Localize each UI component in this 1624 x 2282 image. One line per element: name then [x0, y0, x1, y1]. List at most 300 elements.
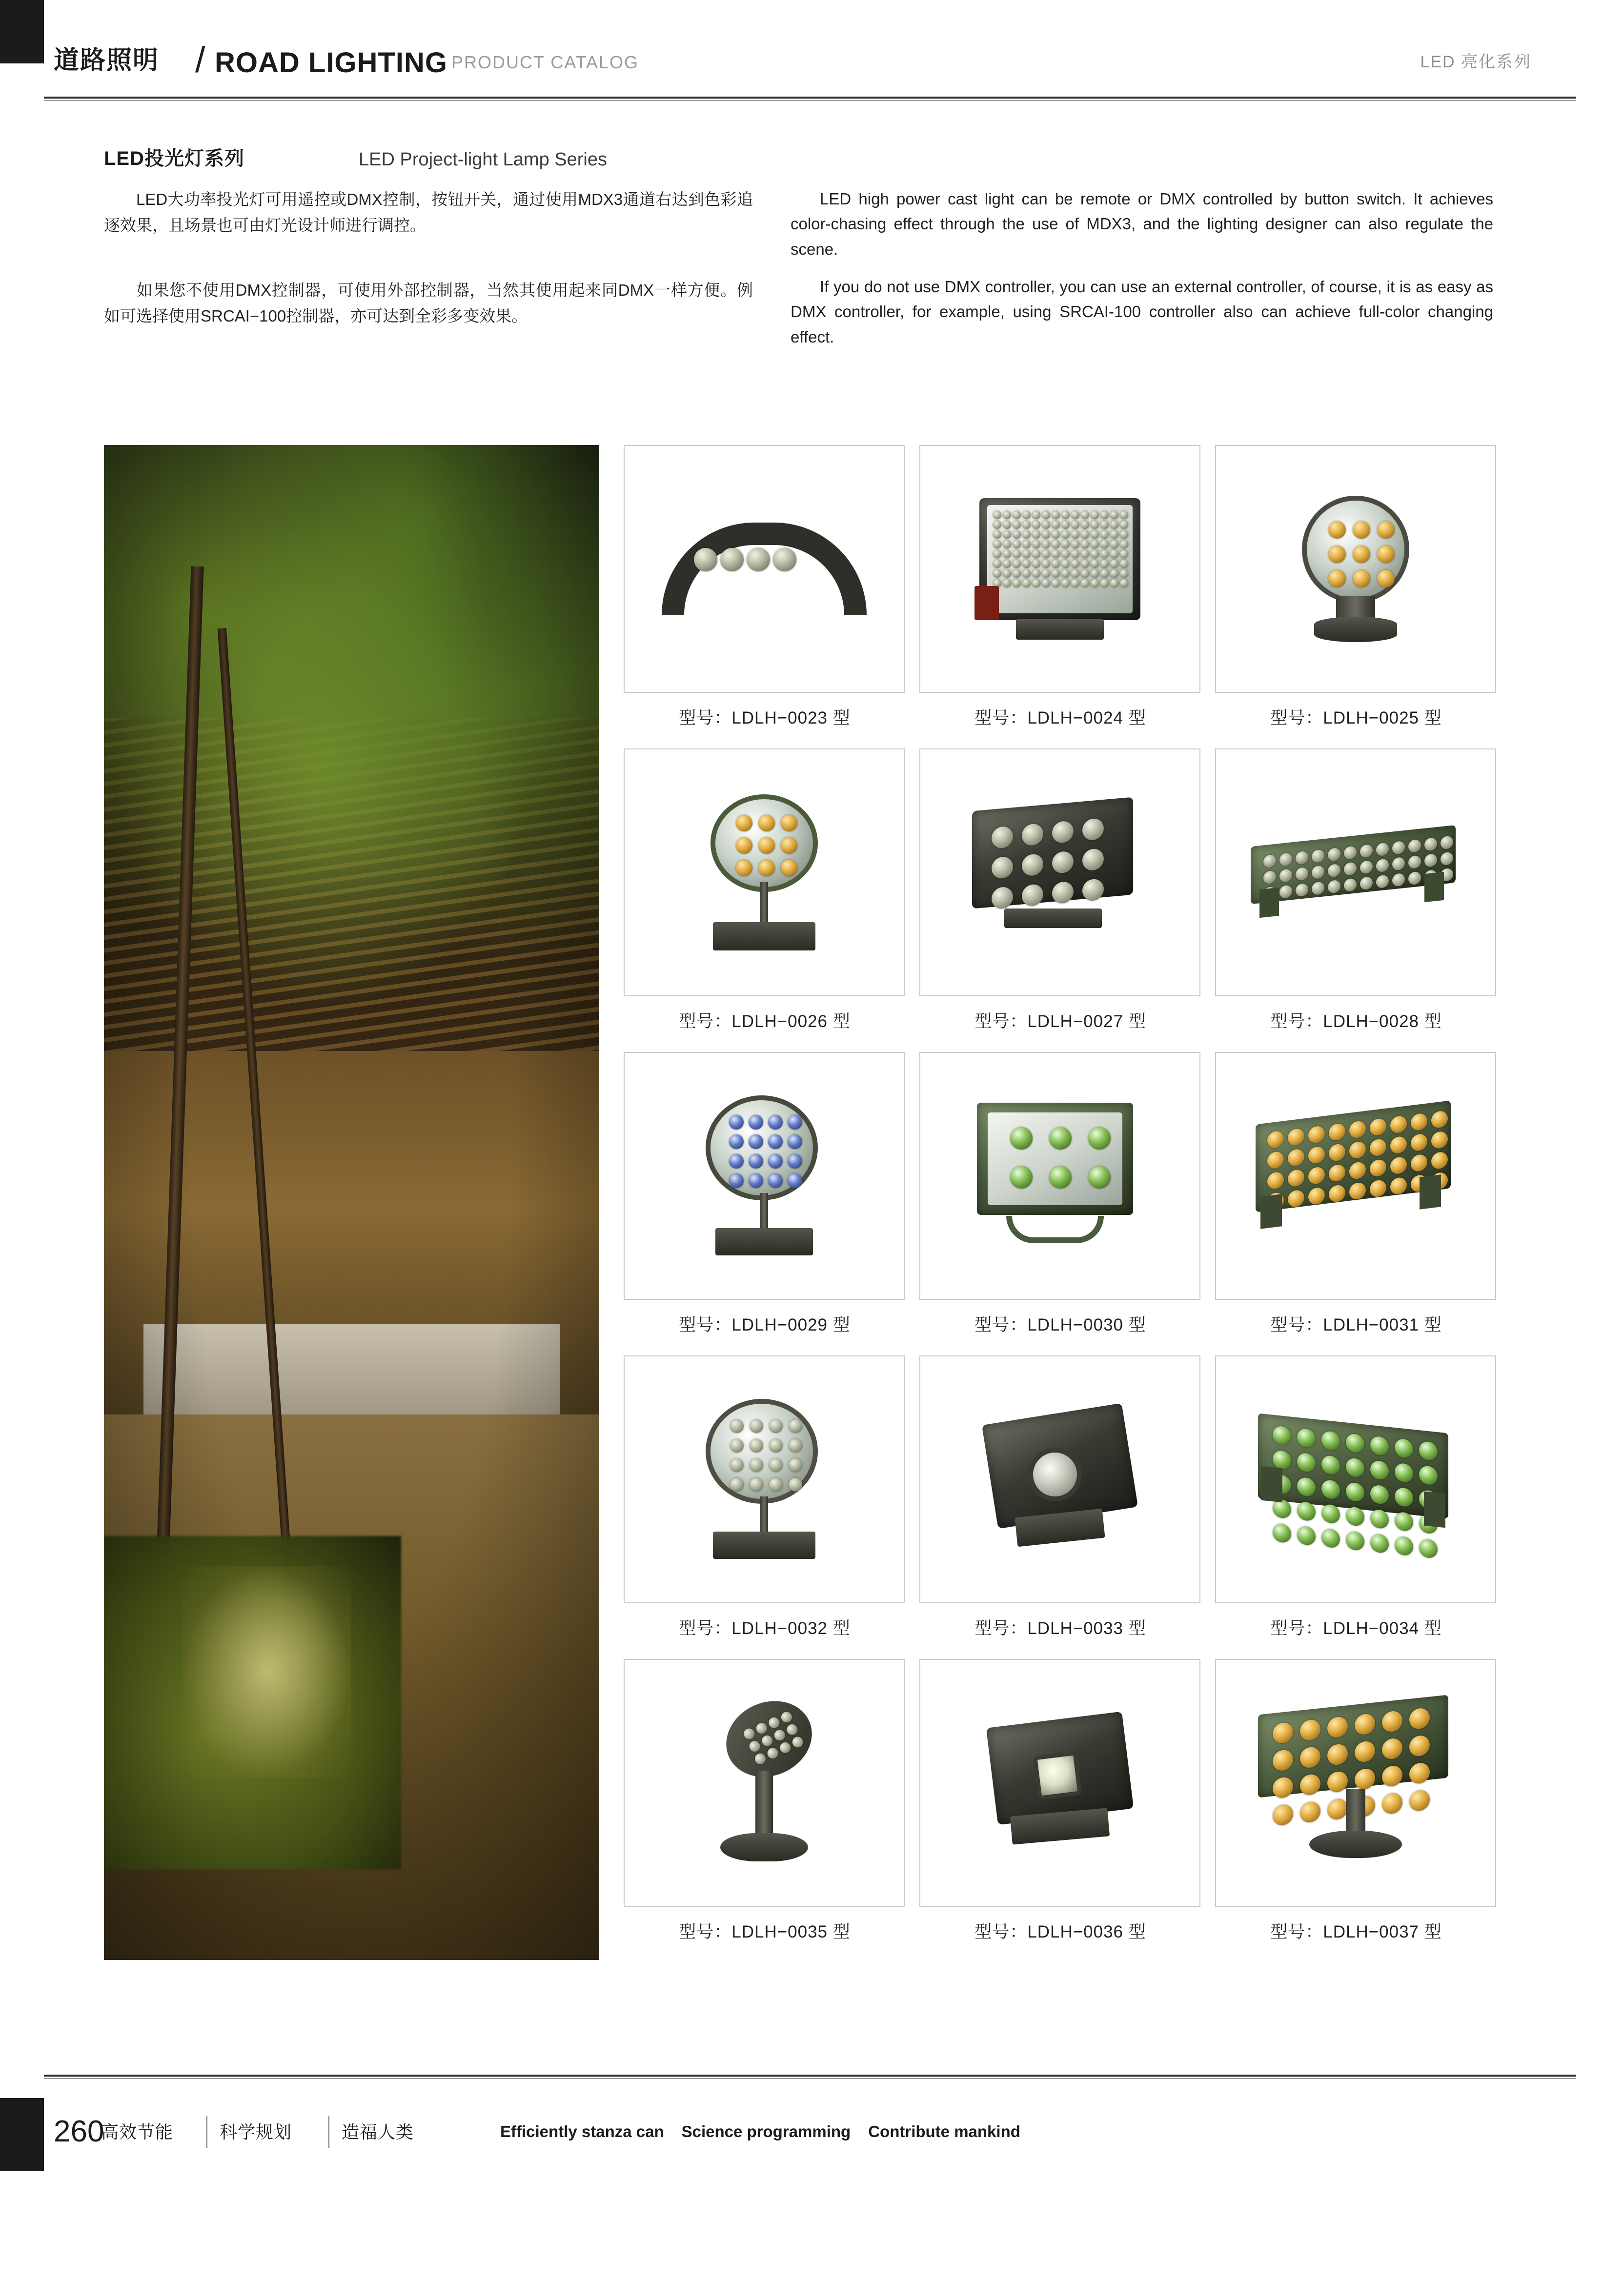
- led-dot: [1409, 1762, 1430, 1784]
- led-dot: [1321, 1431, 1340, 1451]
- led-dot: [789, 1419, 802, 1433]
- box-led-matrix: [992, 818, 1104, 909]
- led-dot: [758, 837, 775, 854]
- led-dot: [1346, 1531, 1364, 1551]
- led-dot: [1022, 550, 1031, 558]
- intro-paragraph-cn-1-text: LED大功率投光灯可用遥控或DMX控制，按钮开关，通过使用MDX3通道右达到色彩追逐效果，且场景也可由灯光设计师进行调控。: [104, 190, 753, 235]
- led-dot: [1091, 579, 1099, 587]
- section-title-chinese: LED投光灯系列: [104, 148, 244, 169]
- led-dot: [1327, 1771, 1348, 1793]
- led-dot: [1042, 579, 1050, 587]
- led-dot: [1308, 1146, 1325, 1164]
- led-dot: [1355, 1740, 1375, 1763]
- led-dot: [1091, 511, 1099, 519]
- led-dot: [760, 1734, 774, 1748]
- spike-foot: [720, 1833, 808, 1861]
- product-cell-0030[interactable]: [919, 1052, 1201, 1349]
- led-dot: [1308, 1166, 1325, 1185]
- led-dot: [789, 1458, 802, 1472]
- led-dot: [1061, 540, 1070, 548]
- led-dot: [749, 1134, 763, 1149]
- led-dot: [1300, 1801, 1320, 1823]
- led-dot: [1408, 855, 1421, 869]
- led-dot: [1042, 521, 1050, 529]
- led-dot: [993, 530, 1001, 539]
- led-dot: [1321, 1455, 1340, 1475]
- led-dot: [1013, 511, 1021, 519]
- led-dot: [1395, 1463, 1413, 1483]
- footer-slogan-en: [500, 2123, 1038, 2140]
- led-dot: [730, 1439, 744, 1453]
- product-caption: 型号：LDLH−0028 型: [1270, 1012, 1442, 1031]
- led-dot: [1032, 511, 1040, 519]
- led-dot: [1370, 1159, 1386, 1177]
- led-dot: [1091, 550, 1099, 558]
- led-dot: [1312, 865, 1324, 879]
- led-dot: [993, 550, 1001, 558]
- product-cell-0032[interactable]: [624, 1355, 906, 1652]
- panel-bracket-right: [1420, 1174, 1441, 1209]
- led-dot: [730, 1419, 744, 1433]
- lamp-art-panel-large: [979, 498, 1140, 640]
- led-dot: [1267, 1171, 1284, 1190]
- led-dot: [730, 1478, 744, 1492]
- led-dot: [781, 837, 797, 854]
- led-dot: [992, 886, 1013, 909]
- led-dot: [772, 1728, 787, 1742]
- led-dot: [1032, 569, 1040, 578]
- led-dot: [1100, 530, 1109, 539]
- panel-post: [1346, 1789, 1365, 1836]
- led-dot: [1052, 560, 1060, 568]
- led-dot: [788, 1115, 802, 1130]
- led-dot: [1353, 545, 1370, 563]
- led-dot: [1441, 852, 1453, 866]
- led-dot: [1327, 1798, 1348, 1820]
- led-dot: [1022, 853, 1043, 877]
- led-dot: [1273, 1777, 1293, 1799]
- led-dot: [1328, 848, 1340, 862]
- led-dot: [993, 560, 1001, 568]
- panel-side-bracket: [974, 586, 999, 620]
- led-dot: [769, 1478, 783, 1492]
- led-dot: [750, 1419, 763, 1433]
- led-dot: [1360, 860, 1373, 874]
- led-dot: [1382, 1765, 1402, 1787]
- page-number: 260: [54, 2115, 104, 2148]
- led-dot: [768, 1173, 783, 1188]
- led-dot: [1297, 1501, 1316, 1521]
- led-dot: [1395, 1512, 1413, 1532]
- led-dot: [1296, 851, 1308, 865]
- product-row: [624, 1659, 1497, 1956]
- led-dot: [1392, 873, 1405, 887]
- footer-slogan-en-2: Science programming: [681, 2122, 851, 2141]
- led-dot: [749, 1115, 763, 1130]
- led-dot: [1120, 569, 1128, 578]
- product-cell-0031[interactable]: [1215, 1052, 1497, 1349]
- led-dot: [1395, 1487, 1413, 1508]
- led-dot: [993, 511, 1001, 519]
- product-caption: 型号：LDLH−0031 型: [1270, 1315, 1442, 1334]
- led-dot: [1013, 521, 1021, 529]
- led-dot: [768, 1134, 783, 1149]
- product-cell-0024[interactable]: [919, 445, 1201, 742]
- led-dot: [1100, 540, 1109, 548]
- led-dot: [1061, 530, 1070, 539]
- product-cell-0035[interactable]: [624, 1659, 906, 1956]
- led-dot: [736, 815, 752, 831]
- led-dot: [1032, 530, 1040, 539]
- led-dot: [1390, 1156, 1407, 1175]
- led-dot: [1327, 1716, 1348, 1738]
- led-dot: [1022, 521, 1031, 529]
- led-dot: [769, 1458, 783, 1472]
- led-dot: [1300, 1719, 1320, 1741]
- led-dot: [1022, 823, 1043, 847]
- square-handle: [1006, 1216, 1104, 1243]
- led-dot: [1328, 521, 1346, 539]
- led-dot: [1081, 550, 1089, 558]
- led-dot: [1346, 1433, 1364, 1454]
- led-dot: [1441, 836, 1453, 850]
- led-dot: [1091, 530, 1099, 539]
- led-dot: [1308, 1125, 1325, 1144]
- page-header: [0, 0, 1624, 102]
- led-dot: [992, 826, 1013, 849]
- lamp-art-panel-35led-green: [1258, 1418, 1453, 1540]
- product-image-0036: [919, 1659, 1200, 1907]
- led-dot: [1049, 1127, 1072, 1150]
- round-led-cluster: [1328, 521, 1395, 587]
- led-dot: [1297, 1452, 1316, 1473]
- product-row: [624, 445, 1497, 742]
- led-dot: [1110, 521, 1118, 529]
- led-dot: [1297, 1476, 1316, 1497]
- led-dot: [1022, 579, 1031, 587]
- footer-slogan-cn-1: 高效节能: [101, 2122, 174, 2142]
- led-dot: [1003, 569, 1011, 578]
- led-dot: [1052, 881, 1074, 904]
- led-dot: [1355, 1768, 1375, 1790]
- led-dot: [1013, 560, 1021, 568]
- product-caption: 型号：LDLH−0034 型: [1270, 1619, 1442, 1638]
- led-dot: [1349, 1120, 1366, 1139]
- lamp-art-round-blue-base: [691, 1095, 837, 1256]
- led-dot: [1088, 1166, 1111, 1189]
- footer-slogan-cn-3: 造福人类: [342, 2122, 414, 2142]
- led-dot: [769, 1439, 783, 1453]
- led-dot: [1411, 1153, 1427, 1172]
- footer-slogan-en-1: Efficiently stanza can: [500, 2122, 664, 2141]
- panel-bracket-right: [1424, 1492, 1445, 1528]
- round-neck: [1336, 596, 1375, 619]
- led-dot: [1408, 839, 1421, 853]
- led-dot: [1312, 881, 1324, 895]
- led-dot: [1003, 540, 1011, 548]
- led-dot: [1100, 560, 1109, 568]
- led-dot: [1409, 1735, 1430, 1757]
- led-dot: [1071, 569, 1079, 578]
- led-dot: [789, 1478, 802, 1492]
- scene-photo: [104, 445, 599, 1960]
- led-dot: [736, 837, 752, 854]
- product-image-0031: [1215, 1052, 1496, 1300]
- led-dot: [1013, 569, 1021, 578]
- led-dot: [1376, 842, 1389, 856]
- led-dot: [1370, 1460, 1389, 1480]
- led-dot: [1052, 550, 1060, 558]
- led-dot: [1296, 867, 1308, 881]
- led-dot: [1120, 521, 1128, 529]
- led-dot: [788, 1154, 802, 1169]
- panel-bracket: [1016, 619, 1104, 640]
- yoke-arm: [760, 1193, 768, 1232]
- led-dot: [749, 1173, 763, 1188]
- round-led-cluster: [730, 1419, 802, 1492]
- led-dot: [1081, 540, 1089, 548]
- led-dot: [1321, 1479, 1340, 1500]
- led-dot: [1013, 550, 1021, 558]
- led-dot: [1329, 1143, 1345, 1162]
- led-dot: [1344, 862, 1357, 876]
- led-dot: [1395, 1536, 1413, 1556]
- led-dot: [1377, 545, 1395, 563]
- led-dot: [1419, 1538, 1438, 1559]
- led-dot: [1328, 864, 1340, 878]
- led-dot: [750, 1458, 763, 1472]
- led-dot: [694, 548, 717, 571]
- led-dot: [1081, 560, 1089, 568]
- led-dot: [1346, 1482, 1364, 1502]
- product-image-0023: [624, 445, 905, 693]
- led-dot: [1052, 521, 1060, 529]
- led-dot: [1032, 560, 1040, 568]
- led-dot: [1032, 550, 1040, 558]
- led-dot: [1091, 560, 1099, 568]
- product-image-0025: [1215, 445, 1496, 693]
- led-dot: [1052, 530, 1060, 539]
- led-dot: [1081, 569, 1089, 578]
- product-image-0032: [624, 1355, 905, 1603]
- led-dot: [1411, 1112, 1427, 1131]
- led-dot: [1071, 550, 1079, 558]
- product-image-0033: [919, 1355, 1200, 1603]
- led-dot: [1273, 1722, 1293, 1744]
- product-cell-0025[interactable]: [1215, 445, 1497, 742]
- product-grid: [624, 445, 1497, 1962]
- lamp-art-round-white-base: [691, 1399, 837, 1560]
- product-cell-0037[interactable]: [1215, 1659, 1497, 1956]
- product-cell-0023[interactable]: [624, 445, 906, 742]
- led-dot: [729, 1173, 744, 1188]
- product-caption: 型号：LDLH−0036 型: [974, 1922, 1146, 1941]
- led-dot: [1273, 1523, 1291, 1543]
- box-stand: [1004, 909, 1102, 928]
- led-dot: [1013, 540, 1021, 548]
- led-dot: [1003, 521, 1011, 529]
- footer-separator: [328, 2116, 329, 2148]
- led-dot: [1110, 530, 1118, 539]
- led-dot: [1279, 885, 1292, 899]
- led-dot: [1353, 521, 1370, 539]
- led-dot: [1061, 550, 1070, 558]
- product-image-0037: [1215, 1659, 1496, 1907]
- led-dot: [1003, 530, 1011, 539]
- led-dot: [1419, 1465, 1438, 1486]
- led-dot: [1010, 1166, 1033, 1189]
- product-cell-0027[interactable]: [919, 748, 1201, 1045]
- yoke-arm: [760, 882, 768, 926]
- led-dot: [729, 1115, 744, 1130]
- product-caption: 型号：LDLH−0033 型: [974, 1619, 1146, 1638]
- led-dot: [1419, 1441, 1438, 1461]
- footer-slogan-en-3: Contribute mankind: [868, 2122, 1020, 2141]
- led-dot: [1071, 540, 1079, 548]
- led-dot: [1061, 569, 1070, 578]
- led-dot: [1100, 521, 1109, 529]
- product-image-0034: [1215, 1355, 1496, 1603]
- led-dot: [1370, 1484, 1389, 1505]
- product-cell-0029[interactable]: [624, 1052, 906, 1349]
- led-dot: [1431, 1151, 1448, 1170]
- square-led-cluster: [1010, 1127, 1111, 1189]
- led-dot: [1344, 878, 1357, 892]
- led-dot: [1010, 1127, 1033, 1150]
- product-row: [624, 1355, 1497, 1652]
- led-dot: [1042, 569, 1050, 578]
- mount-base: [713, 1532, 815, 1559]
- led-dot: [992, 856, 1013, 879]
- product-image-0029: [624, 1052, 905, 1300]
- header-divider: [44, 97, 1576, 99]
- led-dot: [1279, 868, 1292, 883]
- yoke-arm: [760, 1496, 768, 1535]
- led-dot: [1052, 850, 1074, 874]
- product-caption: 型号：LDLH−0037 型: [1270, 1922, 1442, 1941]
- led-dot: [1390, 1177, 1407, 1195]
- led-dot: [1370, 1533, 1389, 1554]
- lamp-art-round-amber-base: [691, 794, 837, 950]
- led-dot: [1081, 521, 1089, 529]
- led-dot: [1022, 884, 1043, 907]
- lamp-art-panel-36led-green: [1256, 1112, 1456, 1239]
- product-cell-0026[interactable]: [624, 748, 906, 1045]
- led-dot: [1042, 511, 1050, 519]
- led-dot: [1100, 569, 1109, 578]
- led-dot: [1346, 1506, 1364, 1527]
- led-dot: [750, 1478, 763, 1492]
- round-led-cluster: [736, 815, 797, 876]
- led-dot: [1424, 853, 1437, 868]
- led-dot: [1120, 530, 1128, 539]
- led-dot: [729, 1154, 744, 1169]
- led-dot: [1003, 560, 1011, 568]
- led-dot: [1263, 870, 1276, 885]
- led-dot: [749, 1154, 763, 1169]
- product-cell-0034[interactable]: [1215, 1355, 1497, 1652]
- led-dot: [750, 1439, 763, 1453]
- header-title-chinese: 道路照明: [54, 46, 160, 75]
- led-dot: [1052, 820, 1074, 844]
- led-dot: [1100, 579, 1109, 587]
- led-dot: [1297, 1428, 1316, 1448]
- led-dot: [1382, 1792, 1402, 1815]
- led-dot: [1409, 1707, 1430, 1730]
- led-dot: [773, 548, 796, 571]
- led-dot: [1376, 858, 1389, 872]
- product-cell-0036[interactable]: [919, 1659, 1201, 1956]
- led-dot: [1263, 854, 1276, 868]
- led-dot: [1297, 1525, 1316, 1546]
- intro-paragraph-cn-2-text: 如果您不使用DMX控制器，可使用外部控制器，当然其使用起来同DMX一样方便。例如可选择使用SRCAI−100控制器，亦可达到全彩多变效果。: [104, 281, 753, 325]
- led-dot: [1308, 1187, 1325, 1205]
- led-dot: [1071, 511, 1079, 519]
- lamp-art-round-9led: [1292, 496, 1419, 642]
- led-dot: [1329, 1184, 1345, 1203]
- led-dot: [768, 1154, 783, 1169]
- product-cell-0033[interactable]: [919, 1355, 1201, 1652]
- lamp-art-flood-lens-tilt: [979, 1409, 1140, 1550]
- led-dot: [1081, 530, 1089, 539]
- round-base: [1314, 617, 1397, 642]
- lamp-art-spike-round-head: [701, 1702, 828, 1863]
- led-dot: [1382, 1737, 1402, 1760]
- led-dot: [1327, 1743, 1348, 1766]
- product-caption: 型号：LDLH−0025 型: [1270, 708, 1442, 727]
- product-caption: 型号：LDLH−0030 型: [974, 1315, 1146, 1334]
- led-dot: [1349, 1141, 1366, 1159]
- round-led-cluster: [729, 1115, 802, 1188]
- lamp-art-arc: [662, 523, 867, 615]
- product-row: [624, 1052, 1497, 1349]
- header-title-english: ROAD LIGHTING: [215, 47, 447, 79]
- panel-foot: [1309, 1831, 1402, 1858]
- led-dot: [1321, 1528, 1340, 1549]
- led-dot: [768, 1115, 783, 1130]
- led-dot: [1344, 846, 1357, 860]
- led-dot: [993, 521, 1001, 529]
- led-dot: [1120, 579, 1128, 587]
- led-dot: [1061, 560, 1070, 568]
- led-dot: [1370, 1118, 1386, 1136]
- led-dot: [1071, 560, 1079, 568]
- led-dot: [1411, 1133, 1427, 1151]
- led-dot: [720, 548, 744, 571]
- product-caption: 型号：LDLH−0032 型: [679, 1619, 851, 1638]
- product-cell-0028[interactable]: [1215, 748, 1497, 1045]
- led-dot: [1061, 579, 1070, 587]
- led-dot: [1110, 511, 1118, 519]
- product-image-0028: [1215, 748, 1496, 996]
- led-dot: [1110, 550, 1118, 558]
- led-dot: [1110, 569, 1118, 578]
- photo-vignette: [104, 445, 599, 1960]
- led-dot: [1353, 570, 1370, 587]
- led-dot: [1091, 540, 1099, 548]
- led-dot: [1013, 530, 1021, 539]
- led-dot: [1100, 511, 1109, 519]
- led-dot: [1120, 560, 1128, 568]
- led-dot: [1370, 1509, 1389, 1529]
- led-dot: [1390, 1115, 1407, 1134]
- led-dot: [1370, 1435, 1389, 1456]
- intro-paragraph-cn-2: [104, 277, 753, 329]
- led-dot: [1081, 579, 1089, 587]
- product-caption: 型号：LDLH−0027 型: [974, 1012, 1146, 1031]
- footer-slogan-cn-2: 科学规划: [220, 2122, 292, 2142]
- led-dot: [1328, 570, 1346, 587]
